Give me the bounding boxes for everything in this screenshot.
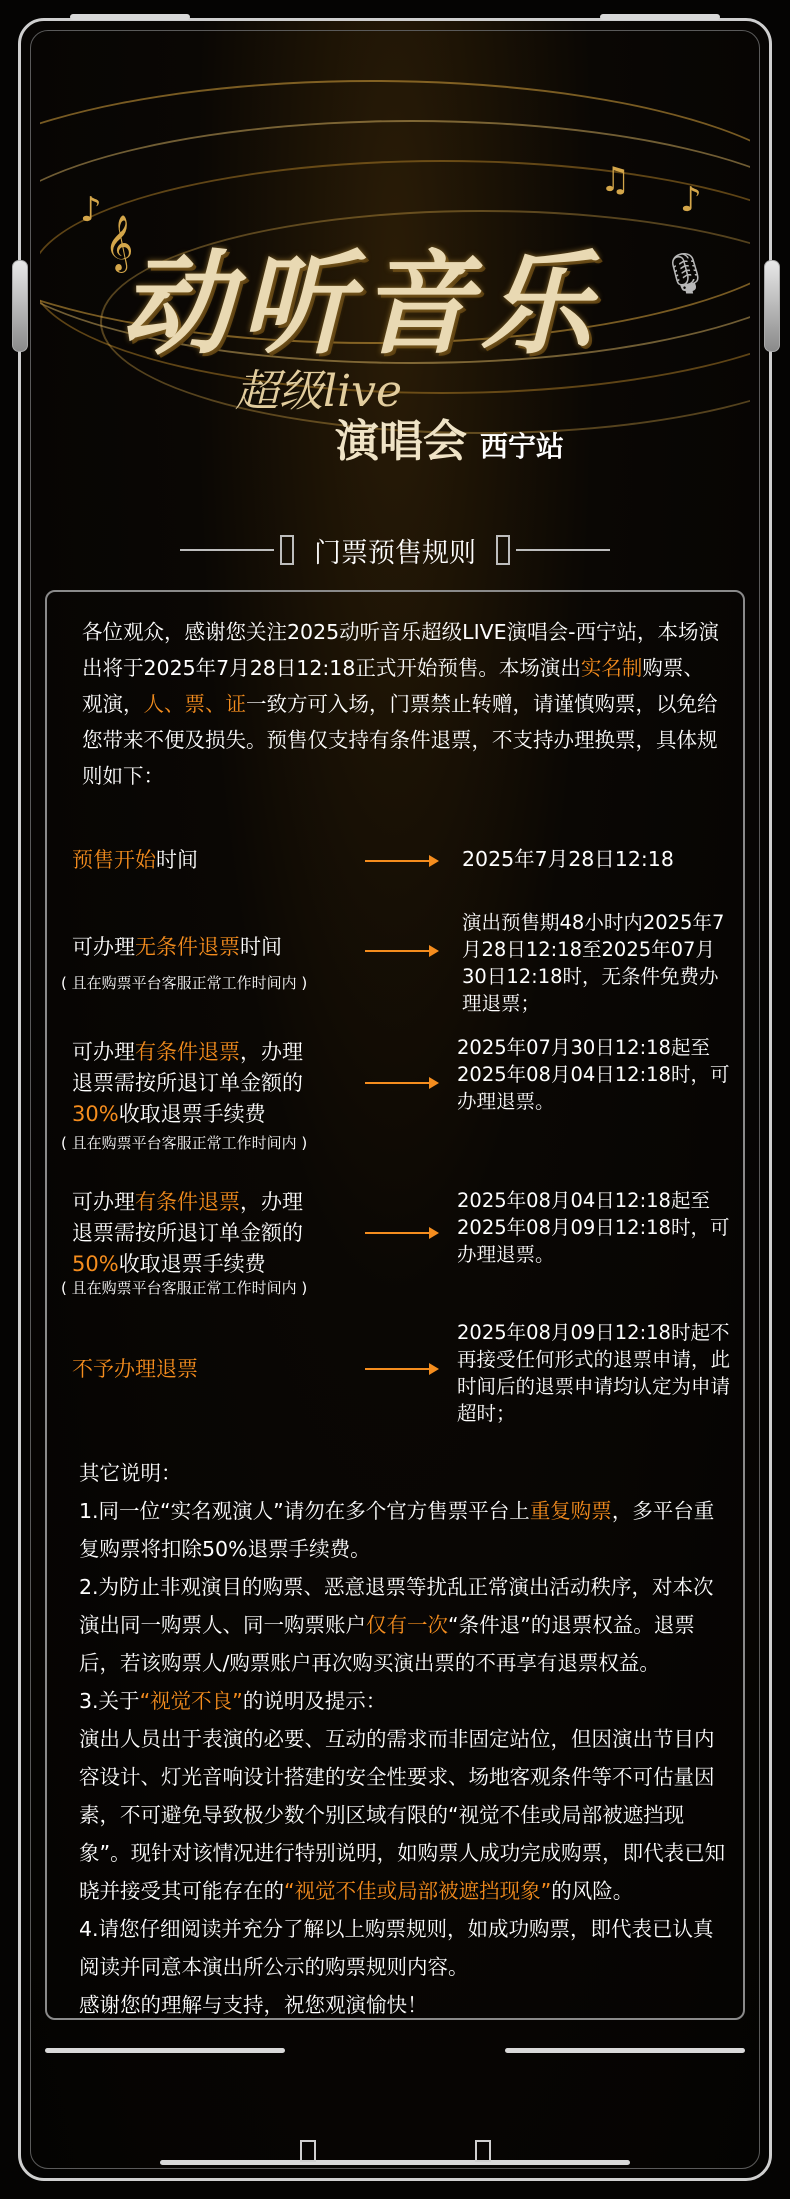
thanks-text: 感谢您的理解与支持，祝您观演愉快！ <box>79 1993 428 2017</box>
hero-subtitle-live: 超级live <box>235 366 403 417</box>
rule-label-text: 可办理 <box>72 1190 135 1214</box>
rule-row-30-refund-value: 2025年07月30日12:18起至2025年08月04日12:18时，可办理退票。 <box>457 1036 730 1113</box>
bottom-accent-left <box>45 2048 285 2053</box>
hero-title: 动听音乐 <box>120 239 600 370</box>
note-text: 演出人员出于表演的必要、互动的需求而非固定站位，但因演出节目内容设计、灯光音响设计搭建的安全性要求、场地客观条件等不可估量因素，不可避免导致极少数个别区域有限的“视觉不佳或局部被遮挡现象”。现针对该情况进行特别说明，如购票人成功完成购票，即代表已知晓并接受其可能存在的 <box>79 1727 726 1903</box>
note-text: 的风险。 <box>551 1879 634 1903</box>
treble-clef-icon: 𝄞 <box>105 215 134 271</box>
rule-percent: 30% <box>72 1102 119 1126</box>
intro-paragraph <box>82 614 722 794</box>
header-left-line <box>180 549 274 551</box>
other-notes <box>79 1454 729 2024</box>
intro-text: 购票、观演， <box>82 656 704 716</box>
rule-row-note: ( 且在购票平台客服正常工作时间内 ) <box>61 1279 308 1297</box>
intro-text: 各位观众，感谢您关注2025动听音乐超级LIVE演唱会-西宁站，本场演出将于2025年7月28日12:18正式开始预售。本场演出 <box>82 620 720 680</box>
note-text: 1.同一位“实名观演人”请勿在多个官方售票平台上 <box>79 1499 530 1523</box>
rule-row-30-refund-label <box>72 1037 362 1130</box>
rule-row-50-refund-value: 2025年08月04日12:18起至2025年08月09日12:18时，可办理退票。 <box>457 1189 730 1266</box>
note-text: “条件退”的退票权益。退票后，若该购票人/购票账户再次购买演出票的不再享有退票权益。 <box>79 1613 695 1675</box>
header-right-line <box>516 549 610 551</box>
left-side-tab <box>12 260 28 352</box>
arrow-icon <box>365 1368 437 1370</box>
intro-highlight-id: 人、票、证 <box>143 692 246 716</box>
arrow-icon <box>365 1082 437 1084</box>
rule-label-text: 收取退票手续费 <box>118 1252 266 1276</box>
rule-label-text: 可办理 <box>72 1040 135 1064</box>
rule-label-text: 时间 <box>240 935 282 959</box>
music-note-icon: ♪ <box>680 180 702 220</box>
top-left-accent <box>70 14 190 20</box>
rule-label-text: 退票需按所退订单金额的 <box>72 1221 303 1245</box>
note-3-body <box>79 1720 729 1910</box>
rule-label-text: ，办理 <box>240 1190 303 1214</box>
rule-row-presale-value: 2025年7月28日12:18 <box>462 847 674 871</box>
rule-label-text: ，办理 <box>240 1040 303 1064</box>
right-side-tab <box>764 260 780 352</box>
note-highlight: 重复购票 <box>529 1499 612 1523</box>
bottom-bracket-left <box>300 2140 316 2162</box>
rule-highlight: 不予办理退票 <box>72 1357 198 1381</box>
note-text: 3.关于 <box>79 1689 140 1713</box>
intro-text: 一致方可入场，门票禁止转赠，请谨慎购票，以免给您带来不便及损失。预售仅支持有条件退票，不支持办理换票，具体规则如下： <box>82 692 718 788</box>
note-text: 的说明及提示： <box>242 1689 387 1713</box>
rule-row-presale-label <box>72 845 198 876</box>
section-title: 门票预售规则 <box>314 537 476 569</box>
note-highlight: 仅有一次 <box>366 1613 448 1637</box>
hero-city: 西宁站 <box>480 430 565 463</box>
arrow-icon <box>365 1232 437 1234</box>
rule-label-text: 退票需按所退订单金额的 <box>72 1071 303 1095</box>
music-note-icon: ♪ <box>80 190 102 230</box>
rule-row-no-refund-label <box>72 1354 198 1385</box>
other-heading: 其它说明： <box>79 1461 182 1485</box>
rules-box <box>45 590 745 2020</box>
note-3-title <box>79 1682 729 1720</box>
note-2 <box>79 1568 729 1682</box>
rule-row-no-refund-value: 2025年08月09日12:18时起不再接受任何形式的退票申请，此时间后的退票申请均认定为申请超时； <box>457 1321 731 1425</box>
music-note-icon: ♫ <box>600 160 631 200</box>
rule-row-free-refund-label <box>72 932 282 963</box>
rule-row-note: ( 且在购票平台客服正常工作时间内 ) <box>61 974 308 992</box>
rule-highlight: 有条件退票 <box>135 1190 240 1214</box>
header-left-bracket <box>280 535 294 565</box>
rule-highlight: 预售开始 <box>72 848 156 872</box>
note-1 <box>79 1492 729 1568</box>
microphone-icon: 🎙 <box>660 251 711 297</box>
rule-label-text: 时间 <box>156 848 198 872</box>
rule-row-free-refund-value: 演出预售期48小时内2025年7月28日12:18至2025年07月30日12:18时，无条件免费办理退票； <box>462 911 725 1015</box>
header-right-bracket <box>496 535 510 565</box>
bottom-accent-right <box>505 2048 745 2053</box>
intro-highlight-realname: 实名制 <box>580 656 643 680</box>
top-right-accent <box>600 14 720 20</box>
rule-label-text: 收取退票手续费 <box>118 1102 266 1126</box>
rule-highlight: 无条件退票 <box>135 935 240 959</box>
bottom-accent-base <box>160 2160 630 2165</box>
note-text: 2.为防止非观演目的购票、恶意退票等扰乱正常演出活动秩序，对本次演出同一购票人、同一购票账户 <box>79 1575 714 1637</box>
note-text: ，多平台重复购票将扣除50%退票手续费。 <box>79 1499 715 1561</box>
rule-label-text: 可办理 <box>72 935 135 959</box>
rule-row-note: ( 且在购票平台客服正常工作时间内 ) <box>61 1134 308 1152</box>
note-4: 4.请您仔细阅读并充分了解以上购票规则，如成功购票，即代表已认真阅读并同意本演出所公示的购票规则内容。 <box>79 1917 714 1979</box>
hero-subtitle-concert: 演唱会 <box>335 416 467 467</box>
rule-row-50-refund-label <box>72 1187 362 1280</box>
arrow-icon <box>365 860 437 862</box>
note-highlight: “视觉不佳或局部被遮挡现象” <box>284 1879 552 1903</box>
note-highlight: “视觉不良” <box>139 1689 243 1713</box>
bottom-bracket-right <box>475 2140 491 2162</box>
rule-percent: 50% <box>72 1252 119 1276</box>
section-header <box>180 528 610 572</box>
arrow-icon <box>365 950 437 952</box>
rule-highlight: 有条件退票 <box>135 1040 240 1064</box>
